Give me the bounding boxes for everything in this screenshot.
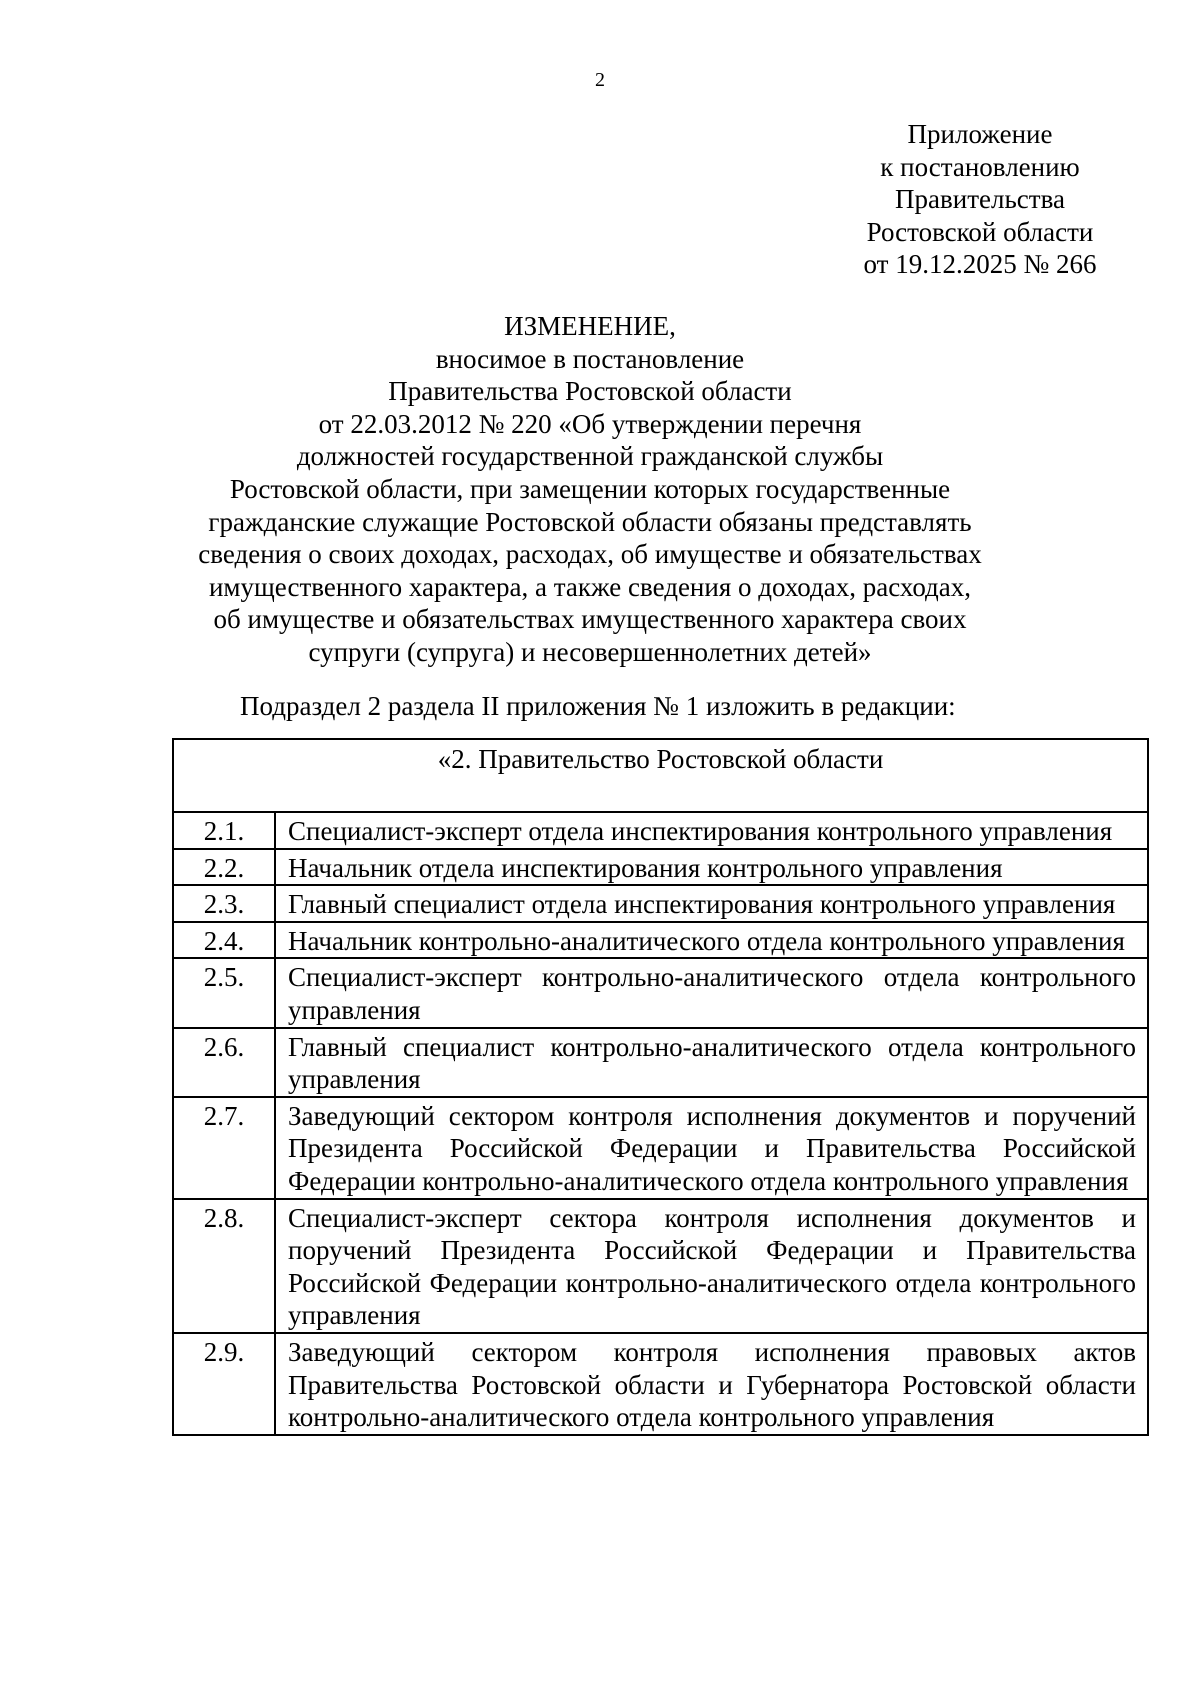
- instruction-text: Подраздел 2 раздела II приложения № 1 изложить в редакции:: [240, 691, 956, 721]
- title-line: должностей государственной гражданской службы: [296, 441, 884, 472]
- row-position-text: Начальник контрольно-аналитического отдела контрольного управления: [275, 922, 1148, 959]
- row-position-text: Заведующий сектором контроля исполнения правовых актов Правительства Ростовской области и Губернатора Ростовской области контрольно-аналитического отдела контрольного управления: [275, 1333, 1148, 1435]
- table-row: [173, 885, 1148, 922]
- row-number: 2.8.: [173, 1199, 275, 1333]
- row-number: 2.7.: [173, 1097, 275, 1199]
- appendix-line: Приложение: [907, 119, 1053, 149]
- row-position-text: Заведующий сектором контроля исполнения документов и поручений Президента Российской Федерации и Правительства Российской Федерации контрольно-аналитического отдела контрольного управления: [275, 1097, 1148, 1199]
- row-number: 2.6.: [173, 1028, 275, 1097]
- title-line: гражданские служащие Ростовской области обязаны представлять: [208, 506, 972, 537]
- title-line: вносимое в постановление: [435, 343, 745, 374]
- title-line: от 22.03.2012 № 220 «Об утверждении перечня: [318, 408, 862, 439]
- row-number: 2.2.: [173, 849, 275, 886]
- appendix-line: Правительства: [895, 184, 1065, 214]
- table-row: [173, 1199, 1148, 1333]
- appendix-line: к постановлению: [880, 151, 1080, 182]
- positions-table: [172, 738, 1149, 1436]
- title-line: об имуществе и обязательствах имущественного характера своих: [213, 604, 967, 635]
- row-number: 2.5.: [173, 958, 275, 1027]
- table-row: [173, 849, 1148, 886]
- table-row: [173, 812, 1148, 849]
- title-line: Правительства Ростовской области: [388, 376, 792, 407]
- row-position-text: Начальник отдела инспектирования контрольного управления: [275, 849, 1148, 886]
- document-title-block: [150, 310, 1030, 669]
- appendix-line: от 19.12.2025 № 266: [863, 249, 1097, 279]
- table-section-header-row: [173, 739, 1148, 812]
- table-row: [173, 1097, 1148, 1199]
- row-number: 2.3.: [173, 885, 275, 922]
- row-position-text: Специалист-эксперт сектора контроля исполнения документов и поручений Президента Российской Федерации и Правительства Российской Федерации контрольно-аналитического отдела контрольного управления: [275, 1199, 1148, 1333]
- table-row: [173, 922, 1148, 959]
- row-position-text: Главный специалист отдела инспектирования контрольного управления: [275, 885, 1148, 922]
- table-row: [173, 958, 1148, 1027]
- title-line: сведения о своих доходах, расходах, об имуществе и обязательствах: [198, 539, 982, 570]
- row-position-text: Главный специалист контрольно-аналитического отдела контрольного управления: [275, 1028, 1148, 1097]
- appendix-line: Ростовской области: [866, 216, 1094, 247]
- document-heading: ИЗМЕНЕНИЕ,: [504, 311, 676, 341]
- title-line: имущественного характера, а также сведения о доходах, расходах,: [208, 571, 972, 602]
- title-line: Ростовской области, при замещении которых государственные: [229, 473, 951, 504]
- row-number: 2.4.: [173, 922, 275, 959]
- row-number: 2.1.: [173, 812, 275, 849]
- row-position-text: Специалист-эксперт контрольно-аналитического отдела контрольного управления: [275, 958, 1148, 1027]
- title-line: супруги (супруга) и несовершеннолетних детей»: [308, 636, 872, 667]
- table-row: [173, 1333, 1148, 1435]
- row-number: 2.9.: [173, 1333, 275, 1435]
- appendix-block: [830, 118, 1130, 281]
- page-number: 2: [595, 69, 605, 91]
- section-header: «2. Правительство Ростовской области: [173, 739, 1148, 812]
- table-row: [173, 1028, 1148, 1097]
- row-position-text: Специалист-эксперт отдела инспектирования контрольного управления: [275, 812, 1148, 849]
